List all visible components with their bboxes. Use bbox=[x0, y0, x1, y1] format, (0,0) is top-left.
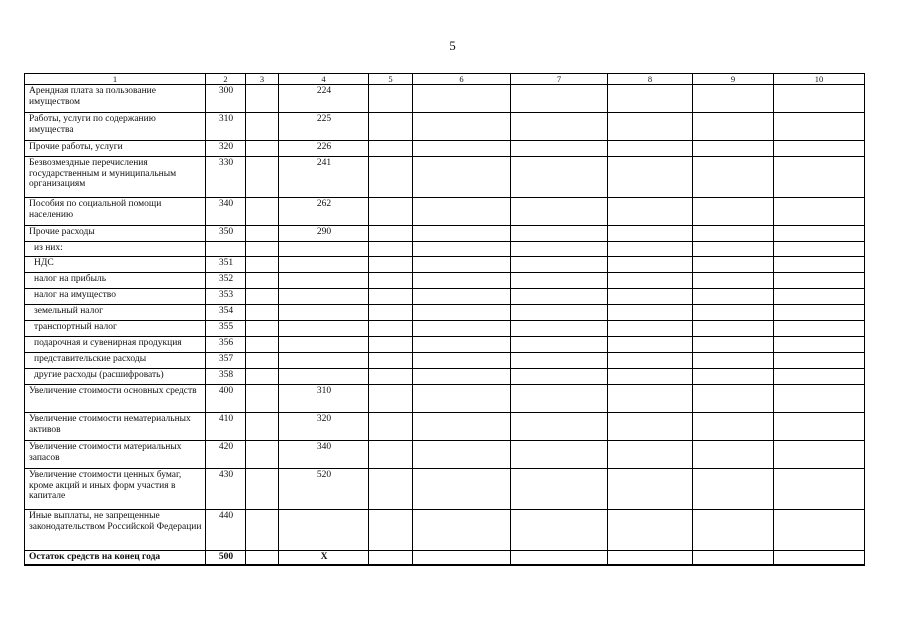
empty-cell bbox=[413, 242, 511, 257]
row-code-cell: 410 bbox=[206, 413, 246, 441]
empty-cell bbox=[369, 551, 413, 565]
row-kosgu-cell: 320 bbox=[279, 413, 369, 441]
row-name-cell: Увеличение стоимости основных средств bbox=[25, 385, 206, 413]
table-row bbox=[25, 289, 865, 305]
empty-cell bbox=[774, 321, 865, 337]
row-code-cell: 353 bbox=[206, 289, 246, 305]
empty-cell bbox=[413, 337, 511, 353]
empty-cell bbox=[413, 289, 511, 305]
financial-report-table bbox=[24, 73, 865, 566]
row-code-cell: 500 bbox=[206, 551, 246, 565]
column-header: 4 bbox=[279, 74, 369, 85]
empty-cell bbox=[608, 469, 693, 510]
empty-cell bbox=[369, 441, 413, 469]
row-code-cell: 330 bbox=[206, 157, 246, 198]
empty-cell bbox=[511, 385, 608, 413]
table-row bbox=[25, 113, 865, 141]
empty-cell bbox=[693, 257, 774, 273]
row-kosgu-cell bbox=[279, 510, 369, 551]
empty-cell bbox=[369, 113, 413, 141]
empty-cell bbox=[511, 113, 608, 141]
row-kosgu-cell bbox=[279, 369, 369, 385]
row-name-cell: Прочие работы, услуги bbox=[25, 141, 206, 157]
table-row bbox=[25, 141, 865, 157]
empty-cell bbox=[369, 289, 413, 305]
table-row bbox=[25, 510, 865, 551]
empty-cell bbox=[693, 385, 774, 413]
empty-cell bbox=[369, 141, 413, 157]
empty-cell bbox=[608, 369, 693, 385]
empty-cell bbox=[774, 113, 865, 141]
row-code-cell bbox=[206, 242, 246, 257]
empty-cell bbox=[511, 242, 608, 257]
empty-cell bbox=[693, 337, 774, 353]
empty-cell bbox=[693, 321, 774, 337]
empty-cell bbox=[693, 369, 774, 385]
empty-cell bbox=[246, 551, 279, 565]
table-row bbox=[25, 369, 865, 385]
empty-cell bbox=[608, 113, 693, 141]
empty-cell bbox=[774, 353, 865, 369]
empty-cell bbox=[511, 289, 608, 305]
row-name-cell: Работы, услуги по содержанию имущества bbox=[25, 113, 206, 141]
empty-cell bbox=[511, 510, 608, 551]
row-code-cell: 350 bbox=[206, 226, 246, 242]
row-name-cell: из них: bbox=[25, 242, 206, 257]
empty-cell bbox=[413, 198, 511, 226]
row-name-cell: Увеличение стоимости нематериальных активов bbox=[25, 413, 206, 441]
empty-cell bbox=[369, 273, 413, 289]
empty-cell bbox=[511, 273, 608, 289]
empty-cell bbox=[413, 385, 511, 413]
empty-cell bbox=[774, 305, 865, 321]
row-name-cell: Увеличение стоимости ценных бумаг, кроме акций и иных форм участия в капитале bbox=[25, 469, 206, 510]
empty-cell bbox=[246, 510, 279, 551]
empty-cell bbox=[774, 273, 865, 289]
empty-cell bbox=[413, 113, 511, 141]
empty-cell bbox=[369, 469, 413, 510]
empty-cell bbox=[608, 257, 693, 273]
empty-cell bbox=[774, 289, 865, 305]
empty-cell bbox=[774, 85, 865, 113]
row-kosgu-cell bbox=[279, 305, 369, 321]
column-header: 1 bbox=[25, 74, 206, 85]
empty-cell bbox=[246, 353, 279, 369]
empty-cell bbox=[608, 141, 693, 157]
row-kosgu-cell: 225 bbox=[279, 113, 369, 141]
table-row bbox=[25, 198, 865, 226]
row-code-cell: 358 bbox=[206, 369, 246, 385]
empty-cell bbox=[246, 257, 279, 273]
empty-cell bbox=[774, 469, 865, 510]
row-code-cell: 340 bbox=[206, 198, 246, 226]
row-kosgu-cell bbox=[279, 321, 369, 337]
empty-cell bbox=[511, 441, 608, 469]
empty-cell bbox=[369, 321, 413, 337]
empty-cell bbox=[246, 198, 279, 226]
empty-cell bbox=[511, 321, 608, 337]
table-row bbox=[25, 226, 865, 242]
empty-cell bbox=[413, 510, 511, 551]
row-code-cell: 420 bbox=[206, 441, 246, 469]
row-kosgu-cell: 520 bbox=[279, 469, 369, 510]
empty-cell bbox=[693, 305, 774, 321]
column-header: 3 bbox=[246, 74, 279, 85]
empty-cell bbox=[369, 305, 413, 321]
column-header: 2 bbox=[206, 74, 246, 85]
row-name-cell: НДС bbox=[25, 257, 206, 273]
empty-cell bbox=[511, 305, 608, 321]
empty-cell bbox=[369, 198, 413, 226]
row-code-cell: 400 bbox=[206, 385, 246, 413]
page-number: 5 bbox=[449, 38, 456, 53]
empty-cell bbox=[693, 551, 774, 565]
empty-cell bbox=[774, 242, 865, 257]
empty-cell bbox=[608, 413, 693, 441]
column-header: 6 bbox=[413, 74, 511, 85]
row-name-cell: транспортный налог bbox=[25, 321, 206, 337]
empty-cell bbox=[511, 337, 608, 353]
column-header: 10 bbox=[774, 74, 865, 85]
row-code-cell: 355 bbox=[206, 321, 246, 337]
empty-cell bbox=[608, 441, 693, 469]
empty-cell bbox=[413, 413, 511, 441]
row-name-cell: Арендная плата за пользование имуществом bbox=[25, 85, 206, 113]
empty-cell bbox=[693, 157, 774, 198]
row-name-cell: Увеличение стоимости материальных запасов bbox=[25, 441, 206, 469]
empty-cell bbox=[693, 273, 774, 289]
column-number-row bbox=[25, 74, 865, 85]
empty-cell bbox=[246, 157, 279, 198]
empty-cell bbox=[246, 385, 279, 413]
empty-cell bbox=[608, 305, 693, 321]
empty-cell bbox=[413, 257, 511, 273]
empty-cell bbox=[774, 385, 865, 413]
table-row bbox=[25, 305, 865, 321]
empty-cell bbox=[413, 469, 511, 510]
empty-cell bbox=[693, 289, 774, 305]
column-header: 8 bbox=[608, 74, 693, 85]
empty-cell bbox=[369, 85, 413, 113]
empty-cell bbox=[511, 85, 608, 113]
table-row bbox=[25, 385, 865, 413]
empty-cell bbox=[608, 551, 693, 565]
empty-cell bbox=[774, 257, 865, 273]
table-row bbox=[25, 273, 865, 289]
empty-cell bbox=[774, 413, 865, 441]
empty-cell bbox=[413, 369, 511, 385]
row-name-cell: Безвозмездные перечисления государственным и муниципальным организациям bbox=[25, 157, 206, 198]
empty-cell bbox=[413, 85, 511, 113]
table-row bbox=[25, 85, 865, 113]
row-name-cell: Остаток средств на конец года bbox=[25, 551, 206, 565]
row-kosgu-cell bbox=[279, 273, 369, 289]
empty-cell bbox=[511, 141, 608, 157]
row-kosgu-cell bbox=[279, 337, 369, 353]
empty-cell bbox=[246, 413, 279, 441]
empty-cell bbox=[369, 157, 413, 198]
empty-cell bbox=[511, 226, 608, 242]
empty-cell bbox=[693, 226, 774, 242]
row-name-cell: представительские расходы bbox=[25, 353, 206, 369]
empty-cell bbox=[608, 85, 693, 113]
row-code-cell: 320 bbox=[206, 141, 246, 157]
table-row bbox=[25, 441, 865, 469]
empty-cell bbox=[413, 321, 511, 337]
empty-cell bbox=[413, 353, 511, 369]
total-row bbox=[25, 551, 865, 565]
row-kosgu-cell bbox=[279, 257, 369, 273]
empty-cell bbox=[246, 337, 279, 353]
empty-cell bbox=[693, 441, 774, 469]
empty-cell bbox=[369, 369, 413, 385]
empty-cell bbox=[369, 226, 413, 242]
empty-cell bbox=[608, 242, 693, 257]
row-kosgu-cell: 241 bbox=[279, 157, 369, 198]
empty-cell bbox=[774, 226, 865, 242]
row-name-cell: земельный налог bbox=[25, 305, 206, 321]
row-code-cell: 310 bbox=[206, 113, 246, 141]
empty-cell bbox=[413, 226, 511, 242]
row-kosgu-cell: 262 bbox=[279, 198, 369, 226]
table-row bbox=[25, 469, 865, 510]
row-code-cell: 430 bbox=[206, 469, 246, 510]
row-code-cell: 354 bbox=[206, 305, 246, 321]
empty-cell bbox=[246, 113, 279, 141]
empty-cell bbox=[369, 257, 413, 273]
row-kosgu-cell bbox=[279, 353, 369, 369]
empty-cell bbox=[246, 273, 279, 289]
table-row bbox=[25, 321, 865, 337]
empty-cell bbox=[246, 369, 279, 385]
empty-cell bbox=[246, 289, 279, 305]
row-code-cell: 357 bbox=[206, 353, 246, 369]
table-row bbox=[25, 242, 865, 257]
row-kosgu-cell bbox=[279, 242, 369, 257]
row-kosgu-cell bbox=[279, 289, 369, 305]
row-code-cell: 352 bbox=[206, 273, 246, 289]
table-row bbox=[25, 413, 865, 441]
empty-cell bbox=[413, 141, 511, 157]
empty-cell bbox=[246, 242, 279, 257]
empty-cell bbox=[413, 305, 511, 321]
empty-cell bbox=[608, 321, 693, 337]
empty-cell bbox=[246, 226, 279, 242]
empty-cell bbox=[246, 141, 279, 157]
empty-cell bbox=[774, 551, 865, 565]
empty-cell bbox=[413, 157, 511, 198]
empty-cell bbox=[369, 353, 413, 369]
empty-cell bbox=[774, 369, 865, 385]
row-kosgu-cell: X bbox=[279, 551, 369, 565]
empty-cell bbox=[246, 441, 279, 469]
empty-cell bbox=[693, 469, 774, 510]
empty-cell bbox=[246, 321, 279, 337]
empty-cell bbox=[693, 141, 774, 157]
empty-cell bbox=[369, 242, 413, 257]
empty-cell bbox=[774, 510, 865, 551]
column-header: 5 bbox=[369, 74, 413, 85]
empty-cell bbox=[608, 289, 693, 305]
table-row bbox=[25, 157, 865, 198]
empty-cell bbox=[511, 369, 608, 385]
table-row bbox=[25, 353, 865, 369]
empty-cell bbox=[693, 85, 774, 113]
empty-cell bbox=[413, 551, 511, 565]
empty-cell bbox=[693, 113, 774, 141]
empty-cell bbox=[511, 413, 608, 441]
empty-cell bbox=[369, 510, 413, 551]
row-code-cell: 440 bbox=[206, 510, 246, 551]
empty-cell bbox=[511, 198, 608, 226]
empty-cell bbox=[511, 157, 608, 198]
empty-cell bbox=[693, 353, 774, 369]
row-name-cell: налог на имущество bbox=[25, 289, 206, 305]
empty-cell bbox=[413, 441, 511, 469]
empty-cell bbox=[511, 257, 608, 273]
empty-cell bbox=[774, 198, 865, 226]
row-name-cell: Пособия по социальной помощи населению bbox=[25, 198, 206, 226]
row-kosgu-cell: 290 bbox=[279, 226, 369, 242]
empty-cell bbox=[693, 510, 774, 551]
empty-cell bbox=[774, 441, 865, 469]
empty-cell bbox=[774, 141, 865, 157]
empty-cell bbox=[511, 551, 608, 565]
table-row bbox=[25, 337, 865, 353]
empty-cell bbox=[246, 469, 279, 510]
row-code-cell: 356 bbox=[206, 337, 246, 353]
row-kosgu-cell: 310 bbox=[279, 385, 369, 413]
empty-cell bbox=[369, 337, 413, 353]
row-kosgu-cell: 226 bbox=[279, 141, 369, 157]
empty-cell bbox=[608, 198, 693, 226]
empty-cell bbox=[608, 226, 693, 242]
row-name-cell: налог на прибыль bbox=[25, 273, 206, 289]
table-row bbox=[25, 257, 865, 273]
column-header: 7 bbox=[511, 74, 608, 85]
empty-cell bbox=[246, 305, 279, 321]
empty-cell bbox=[608, 385, 693, 413]
row-name-cell: другие расходы (расшифровать) bbox=[25, 369, 206, 385]
row-name-cell: Прочие расходы bbox=[25, 226, 206, 242]
empty-cell bbox=[608, 353, 693, 369]
empty-cell bbox=[246, 85, 279, 113]
empty-cell bbox=[774, 157, 865, 198]
empty-cell bbox=[369, 385, 413, 413]
row-kosgu-cell: 340 bbox=[279, 441, 369, 469]
empty-cell bbox=[369, 413, 413, 441]
empty-cell bbox=[413, 273, 511, 289]
empty-cell bbox=[608, 157, 693, 198]
empty-cell bbox=[511, 353, 608, 369]
empty-cell bbox=[511, 469, 608, 510]
empty-cell bbox=[608, 273, 693, 289]
empty-cell bbox=[774, 337, 865, 353]
empty-cell bbox=[608, 337, 693, 353]
row-name-cell: подарочная и сувенирная продукция bbox=[25, 337, 206, 353]
row-kosgu-cell: 224 bbox=[279, 85, 369, 113]
row-name-cell: Иные выплаты, не запрещенные законодательством Российской Федерации bbox=[25, 510, 206, 551]
empty-cell bbox=[693, 198, 774, 226]
row-code-cell: 351 bbox=[206, 257, 246, 273]
column-header: 9 bbox=[693, 74, 774, 85]
empty-cell bbox=[608, 510, 693, 551]
empty-cell bbox=[693, 242, 774, 257]
row-code-cell: 300 bbox=[206, 85, 246, 113]
empty-cell bbox=[693, 413, 774, 441]
